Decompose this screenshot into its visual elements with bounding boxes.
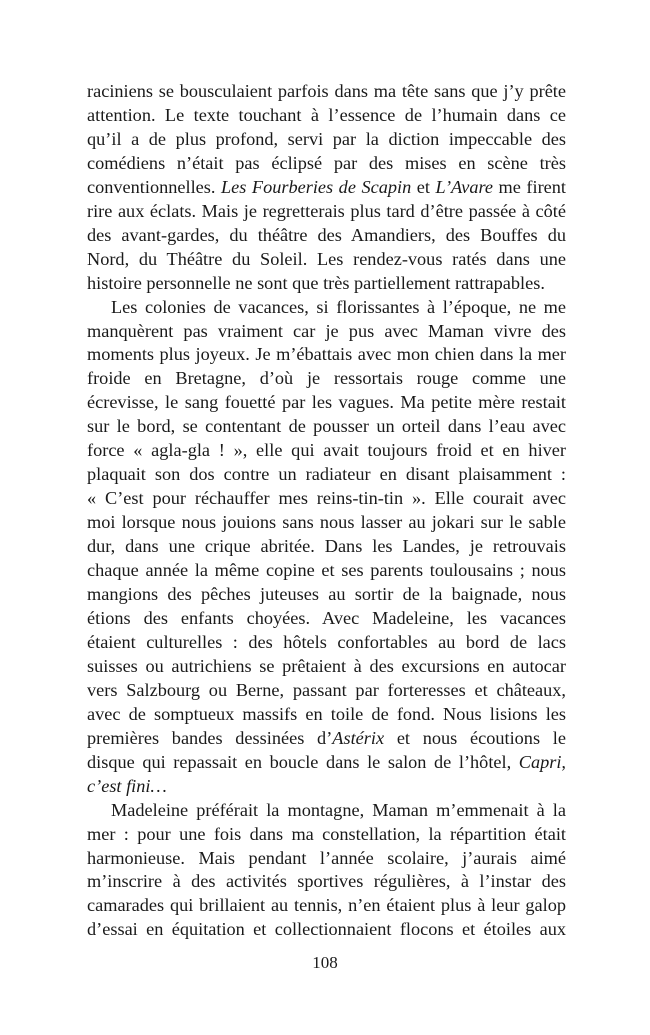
text-line: m’inscrire à des activités sportives régulières, à l’instar des xyxy=(87,871,566,892)
text-line: manquèrent pas vraiment car je pus avec Maman vivre des xyxy=(87,320,566,341)
italic-title: Capri, xyxy=(518,751,566,772)
text-line: vers Salzbourg ou Berne, passant par forteresses et châteaux, xyxy=(87,679,566,700)
text-segment: conventionnelles. xyxy=(87,176,221,197)
text-line: Nord, du Théâtre du Soleil. Les rendez-vous ratés dans une xyxy=(87,248,566,269)
text-line: plaquait son dos contre un radiateur en disant plaisamment : xyxy=(87,464,566,485)
italic-title: Astérix xyxy=(332,727,385,748)
text-line: d’essai en équitation et collectionnaient flocons et étoiles aux xyxy=(87,919,566,940)
text-segment: me firent xyxy=(493,176,566,197)
text-line: rire aux éclats. Mais je regretterais plus tard d’être passée à côté xyxy=(87,200,566,221)
text-line: étaient culturelles : des hôtels confortables au bord de lacs xyxy=(87,631,566,652)
italic-title: L’Avare xyxy=(435,176,494,197)
italic-title: Les Fourberies de Scapin xyxy=(220,176,412,197)
text-line: qu’il a de plus profond, servi par la diction impeccable des xyxy=(87,128,566,149)
text-line: avec de somptueux massifs en toile de fond. Nous lisions les xyxy=(87,703,566,724)
text-line: histoire personnelle ne sont que très partiellement rattrapables. xyxy=(87,272,545,293)
text-line: des avant-gardes, du théâtre des Amandiers, des Bouffes du xyxy=(87,224,566,245)
text-line: comédiens n’était pas éclipsé par des mises en scène très xyxy=(87,152,566,173)
text-line: Les colonies de vacances, si florissantes à l’époque, ne me xyxy=(111,296,566,317)
text-line xyxy=(87,775,566,799)
text-line: moments plus joyeux. Je m’ébattais avec mon chien dans la mer xyxy=(87,344,566,365)
text-line: Madeleine préférait la montagne, Maman m’emmenait à la xyxy=(111,799,566,820)
text-line: raciniens se bousculaient parfois dans ma tête sans que j’y prête xyxy=(87,81,566,101)
text-line: sur le bord, se contentant de pousser un orteil dans l’eau avec xyxy=(87,416,566,437)
text-segment: disque qui repassait en boucle dans le salon de l’hôtel, xyxy=(87,751,519,772)
text-line xyxy=(87,176,566,200)
text-line: chaque année la même copine et ses parents toulousains ; nous xyxy=(87,560,566,581)
text-line: étions des enfants choyées. Avec Madeleine, les vacances xyxy=(87,607,566,628)
page-number: 108 xyxy=(312,953,338,972)
text-line: suisses ou autrichiens se prêtaient à des excursions en autocar xyxy=(87,655,566,676)
text-line: dur, dans une crique abritée. Dans les Landes, je retrouvais xyxy=(87,536,566,557)
text-segment: et xyxy=(411,176,436,197)
text-line: mangions des pêches juteuses au sortir de la baignade, nous xyxy=(87,584,566,605)
text-line: écrevisse, le sang fouetté par les vagues. Ma petite mère restait xyxy=(87,392,566,413)
text-line: camarades qui brillaient au tennis, n’en étaient plus à leur galop xyxy=(87,895,566,916)
body-text xyxy=(87,80,566,942)
italic-title: c’est fini… xyxy=(87,775,167,796)
text-segment: premières bandes dessinées d’ xyxy=(87,727,333,748)
text-line: « C’est pour réchauffer mes reins-tin-tin ». Elle courait avec xyxy=(87,488,566,509)
text-line xyxy=(87,727,566,751)
text-line: harmonieuse. Mais pendant l’année scolaire, j’aurais aimé xyxy=(87,847,566,868)
text-line: moi lorsque nous jouions sans nous lasser au jokari sur le sable xyxy=(87,512,566,533)
text-line xyxy=(87,751,566,775)
text-line: attention. Le texte touchant à l’essence de l’humain dans ce xyxy=(87,104,566,125)
text-line: froide en Bretagne, d’où je ressortais rouge comme une xyxy=(87,368,566,389)
text-line: mer : pour une fois dans ma constellation, la répartition était xyxy=(87,823,566,844)
text-segment: et nous écoutions le xyxy=(384,727,566,748)
text-line: force « agla-gla ! », elle qui avait toujours froid et en hiver xyxy=(87,440,566,461)
